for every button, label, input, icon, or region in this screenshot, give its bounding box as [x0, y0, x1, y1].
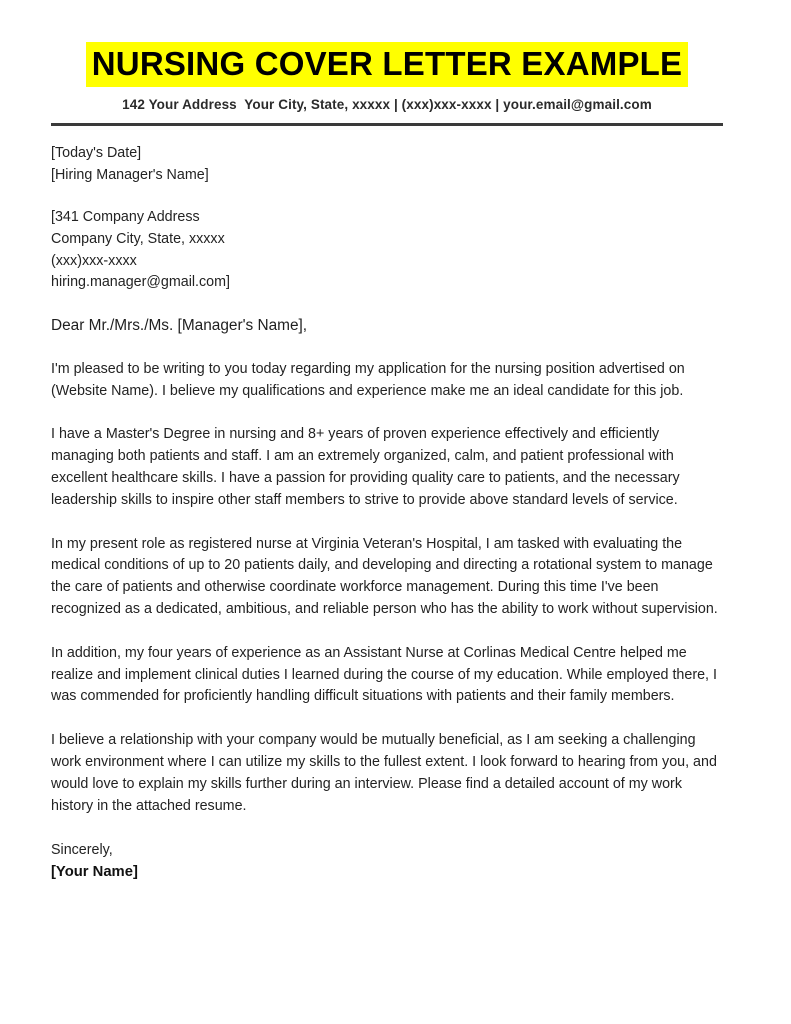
header-divider	[51, 123, 723, 126]
body-paragraph-2: I have a Master's Degree in nursing and 8+ years of proven experience effectively and efficiently managing both patients and staff. I am an extremely organized, calm, and patient professional with excellent healthcare skills. I have a passion for providing quality care to patients, and the necessary leadership skills to inspire other staff members to strive to provide above standard levels of service.	[51, 426, 680, 508]
hiring-manager-name: [Hiring Manager's Name]	[51, 166, 209, 183]
todays-date: [Today's Date]	[51, 145, 142, 162]
spacer	[51, 294, 723, 315]
spacer	[51, 708, 723, 730]
page-title: NURSING COVER LETTER EXAMPLE	[86, 42, 688, 87]
recipient-address-block	[51, 207, 723, 293]
spacer	[51, 817, 723, 839]
recipient-street: [341 Company Address	[51, 209, 200, 226]
spacer	[51, 337, 723, 359]
title-row	[51, 42, 723, 87]
body-paragraph-4: In addition, my four years of experience as an Assistant Nurse at Corlinas Medical Centre helped me realize and implement clinical duties I learned during the course of my education. While employed there, I was commended for proficiently handling difficult situations with patients and their family members.	[51, 644, 717, 705]
signature-name: [Your Name]	[51, 864, 138, 881]
letter-header	[51, 0, 723, 126]
spacer	[51, 186, 723, 207]
recipient-phone: (xxx)xxx-xxxx	[51, 252, 137, 269]
recipient-email: hiring.manager@gmail.com]	[51, 274, 230, 291]
sign-off: Sincerely,	[51, 842, 113, 859]
recipient-city-state-zip: Company City, State, xxxxx	[51, 231, 225, 248]
spacer	[51, 402, 723, 424]
letter-body	[51, 143, 723, 884]
document-content	[51, 0, 723, 884]
spacer	[51, 621, 723, 643]
body-paragraph-5: I believe a relationship with your company would be mutually beneficial, as I am seeking a challenging work environment where I can utilize my skills to the fullest extent. I look forward to hearing from you, and would love to explain my skills further during an interview. Please find a detailed account of my work history in the attached resume.	[51, 732, 717, 814]
date-block	[51, 143, 723, 186]
spacer	[51, 512, 723, 534]
salutation: Dear Mr./Mrs./Ms. [Manager's Name],	[51, 316, 308, 334]
body-paragraph-1: I'm pleased to be writing to you today regarding my application for the nursing position advertised on (Website Name). I believe my qualifications and experience make me an ideal candidate for this job.	[51, 360, 685, 399]
sender-contact-line: 142 Your Address Your City, State, xxxxx | (xxx)xxx-xxxx | your.email@gmail.com	[122, 97, 652, 113]
body-paragraph-3: In my present role as registered nurse at Virginia Veteran's Hospital, I am tasked with evaluating the medical conditions of up to 20 patients daily, and developing and directing a rotational system to manage the care of patients and otherwise coordinate workforce management. During this time I've been recognized as a dedicated, ambitious, and reliable person who has the ability to work without supervision.	[51, 535, 718, 617]
